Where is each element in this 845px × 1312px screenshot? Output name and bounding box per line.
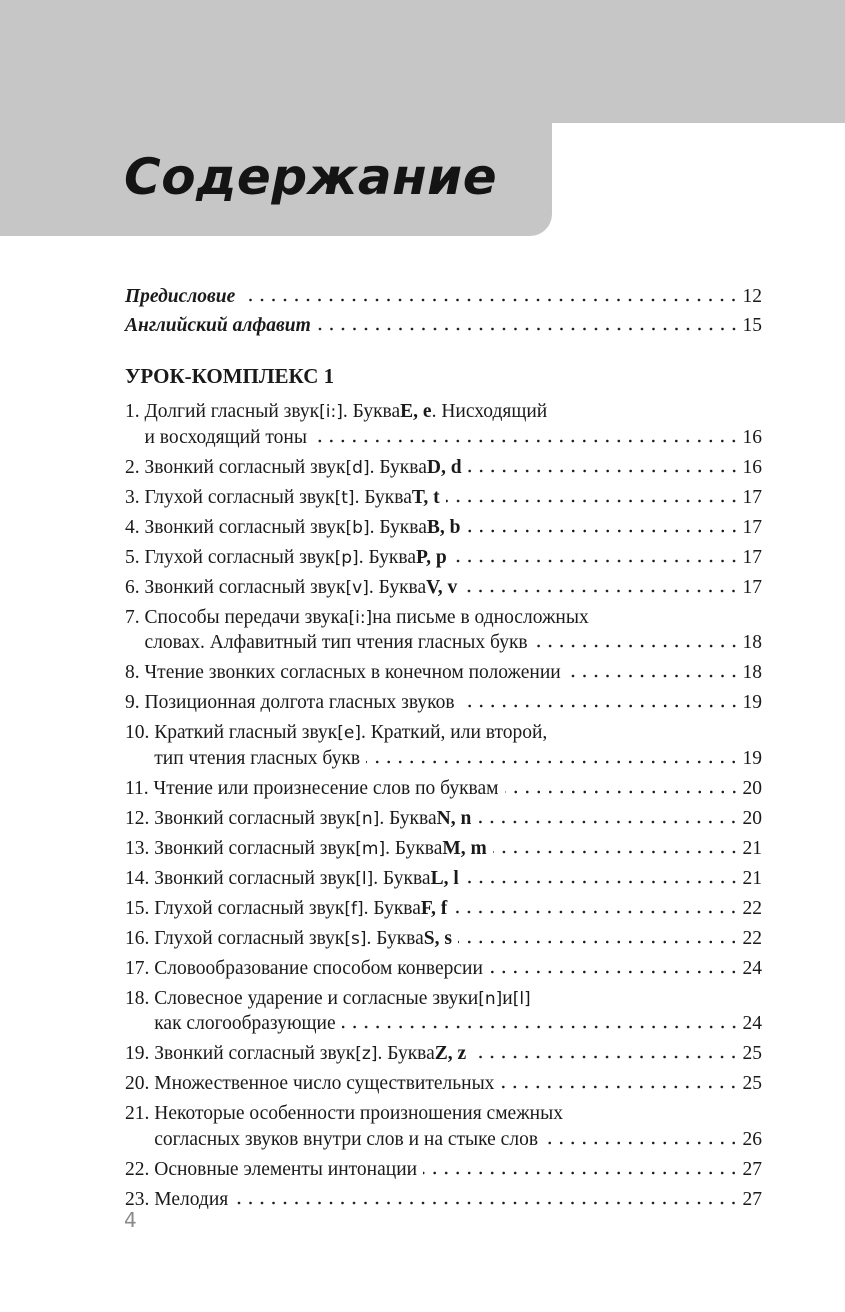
toc-entry-text: и xyxy=(502,987,513,1009)
toc-page-number: 19 xyxy=(742,747,762,769)
toc-page-number: 24 xyxy=(742,957,762,979)
toc-entry-number: 23. xyxy=(125,1188,155,1210)
toc-entry[interactable] xyxy=(125,722,762,773)
toc-entry-number: 5. xyxy=(125,546,145,568)
dot-leader xyxy=(567,674,740,678)
toc-entry-text: Основные элементы интонации xyxy=(154,1158,418,1180)
toc-entry-text: Чтение звонких согласных в конечном положении xyxy=(144,662,561,683)
toc-page-number: 24 xyxy=(742,1013,762,1034)
phoneme: [f] xyxy=(344,898,364,919)
dot-leader xyxy=(423,1171,739,1175)
toc-entry-text: . Буква xyxy=(373,867,431,889)
toc-entry-text: . Буква xyxy=(379,807,437,829)
toc-page-number: 27 xyxy=(742,1158,762,1180)
toc-entry-line xyxy=(145,607,763,633)
phoneme: [t] xyxy=(334,487,355,508)
toc-page-number: 16 xyxy=(742,456,762,478)
phoneme: [e] xyxy=(337,723,361,743)
toc-entry-text: Словообразование способом конверсии xyxy=(154,957,483,979)
toc-entry-body xyxy=(154,1189,762,1215)
toc-entry[interactable] xyxy=(125,988,762,1039)
toc-entry[interactable] xyxy=(125,1103,762,1154)
toc-entry-text: Словесное ударение и согласные звуки xyxy=(154,987,479,1009)
phoneme: [i:] xyxy=(348,607,373,628)
toc-entry-body xyxy=(154,958,762,984)
toc-entry[interactable] xyxy=(125,547,762,573)
toc-entry[interactable] xyxy=(125,517,762,543)
toc-entry-body xyxy=(145,577,763,603)
toc-entry-line xyxy=(154,868,762,894)
toc-entry-text: . Буква xyxy=(366,927,424,949)
toc-entry-text: Долгий гласный звук xyxy=(144,401,320,422)
letter-name: E, e xyxy=(400,401,432,422)
dot-leader xyxy=(465,880,740,884)
toc-entry-line xyxy=(145,517,763,543)
toc-entry-number: 10. xyxy=(125,722,155,743)
dot-leader xyxy=(458,940,740,944)
phoneme: [v] xyxy=(345,577,369,598)
toc-page-number: 25 xyxy=(742,1043,762,1064)
toc-entry[interactable] xyxy=(125,868,762,894)
toc-page-number: 12 xyxy=(742,286,762,307)
toc-entry-line xyxy=(145,487,763,513)
toc-entry-text: Глухой согласный звук xyxy=(144,546,335,568)
toc-entry-line xyxy=(145,427,763,453)
toc-entry-text: Звонкий согласный звук xyxy=(154,837,356,859)
letter-name: D, d xyxy=(426,456,462,478)
toc-entry-text: . Буква xyxy=(377,1043,435,1064)
letter-name: M, m xyxy=(442,837,487,859)
toc-page-number: 26 xyxy=(742,1128,762,1150)
toc-page-number: 15 xyxy=(742,315,762,336)
toc-entry[interactable] xyxy=(125,1189,762,1215)
dot-leader xyxy=(544,1141,739,1145)
dot-leader xyxy=(317,327,740,331)
dot-leader xyxy=(477,820,739,824)
toc-entry-label: Предисловие xyxy=(125,286,236,307)
toc-entry-text: на письме в односложных xyxy=(372,606,589,628)
table-of-contents xyxy=(125,286,762,1219)
toc-entry-text: как слогообразующие xyxy=(154,1013,336,1034)
toc-entry-body xyxy=(154,1043,762,1069)
dot-leader xyxy=(453,559,740,563)
toc-entry-number: 6. xyxy=(125,576,145,598)
header-band xyxy=(0,0,845,123)
dot-leader xyxy=(489,970,740,974)
toc-entry-body xyxy=(154,868,762,894)
toc-entry-body xyxy=(145,517,763,543)
toc-entry[interactable] xyxy=(125,315,762,344)
toc-entry-text: Звонкий согласный звук xyxy=(154,1043,356,1064)
toc-entry-body xyxy=(145,692,763,718)
toc-entry-number: 15. xyxy=(125,897,155,919)
toc-entry-body xyxy=(154,988,762,1039)
toc-entry-line xyxy=(154,898,762,924)
toc-entry-line xyxy=(154,808,762,834)
toc-entry[interactable] xyxy=(125,1073,762,1099)
toc-entry-body xyxy=(145,487,763,513)
toc-entry-line xyxy=(145,632,763,658)
dot-leader xyxy=(453,910,739,914)
toc-entry-body xyxy=(154,898,762,924)
phoneme: [b] xyxy=(345,517,370,538)
toc-entry-number: 3. xyxy=(125,486,145,508)
toc-entry-body xyxy=(154,1073,762,1099)
phoneme: [p] xyxy=(334,547,359,568)
toc-entry[interactable] xyxy=(125,577,762,603)
toc-entry-text: Звонкий согласный звук xyxy=(144,576,346,598)
toc-entry-body xyxy=(154,1159,762,1185)
toc-entry[interactable] xyxy=(125,286,762,315)
toc-entry-number: 4. xyxy=(125,516,145,538)
toc-page-number: 25 xyxy=(742,1073,762,1094)
dot-leader xyxy=(446,499,740,503)
dot-leader xyxy=(463,589,739,593)
phoneme: [z] xyxy=(355,1044,378,1064)
phoneme: [n] xyxy=(355,808,380,829)
dot-leader xyxy=(313,439,740,443)
toc-entry-line xyxy=(154,1129,762,1155)
toc-entry-line xyxy=(154,778,762,804)
letter-name: L, l xyxy=(430,867,459,889)
toc-entry-text: Глухой согласный звук xyxy=(154,927,345,949)
dot-leader xyxy=(493,850,740,854)
toc-page-number: 21 xyxy=(742,867,762,889)
dot-leader xyxy=(472,1055,739,1059)
toc-entry-body xyxy=(145,547,763,573)
toc-entry-text: . Буква xyxy=(368,576,427,598)
toc-entry-line xyxy=(145,692,763,718)
dot-leader xyxy=(467,529,740,533)
toc-entry-number: 21. xyxy=(125,1103,155,1124)
toc-entry-body xyxy=(145,607,763,658)
toc-entry-number: 9. xyxy=(125,692,145,713)
toc-entry-text: Некоторые особенности произношения смежных xyxy=(154,1103,563,1124)
toc-page-number: 16 xyxy=(742,426,762,448)
toc-page-number: 20 xyxy=(742,807,762,829)
toc-entry[interactable] xyxy=(125,607,762,658)
toc-entry-number: 17. xyxy=(125,957,155,979)
letter-name: P, p xyxy=(415,546,447,568)
toc-entry-line xyxy=(154,1159,762,1185)
toc-entry-line xyxy=(145,547,763,573)
toc-entry[interactable] xyxy=(125,958,762,984)
toc-entry-line xyxy=(154,1103,762,1129)
toc-entry-text: Звонкий согласный звук xyxy=(144,456,346,478)
phoneme: [n] xyxy=(478,988,503,1009)
toc-page-number: 20 xyxy=(742,777,762,799)
phoneme: [m] xyxy=(355,838,386,859)
letter-name: S, s xyxy=(423,927,452,949)
toc-entry-number: 12. xyxy=(125,807,155,829)
phoneme: [d] xyxy=(345,457,370,478)
toc-entry-text: . Буква xyxy=(385,837,443,859)
dot-leader xyxy=(534,644,740,648)
toc-entry-text: . Буква xyxy=(369,456,427,478)
toc-entry-number: 20. xyxy=(125,1073,155,1094)
toc-page-number: 22 xyxy=(742,927,762,949)
toc-entry-text: согласных звуков внутри слов и на стыке слов xyxy=(154,1128,539,1150)
dot-leader xyxy=(500,1085,739,1089)
toc-entry-body xyxy=(154,722,762,773)
toc-entry[interactable] xyxy=(125,808,762,834)
toc-entry-text: Звонкий согласный звук xyxy=(154,867,356,889)
toc-entry-number: 13. xyxy=(125,837,155,859)
toc-entry[interactable] xyxy=(125,838,762,864)
toc-entry-text: Способы передачи звука xyxy=(144,606,349,628)
toc-entry-body xyxy=(145,662,763,688)
toc-page-number: 27 xyxy=(742,1188,762,1210)
toc-entry[interactable] xyxy=(125,928,762,954)
toc-entry-text: тип чтения гласных букв xyxy=(154,747,361,769)
toc-page-number: 17 xyxy=(742,546,762,568)
dot-leader xyxy=(241,298,739,302)
letter-name: F, f xyxy=(420,897,448,919)
toc-page-number: 21 xyxy=(742,837,762,859)
letter-name: V, v xyxy=(426,576,458,598)
toc-page-number: 17 xyxy=(742,486,762,508)
toc-entry-line xyxy=(154,1043,762,1069)
toc-entry[interactable] xyxy=(125,1043,762,1069)
toc-page-number: 17 xyxy=(742,516,762,538)
letter-name: B, b xyxy=(426,516,461,538)
letter-name: Z, z xyxy=(434,1043,467,1064)
toc-entry[interactable] xyxy=(125,898,762,924)
section-heading: УРОК-КОМПЛЕКС 1 xyxy=(125,364,335,388)
toc-entry-line xyxy=(145,401,763,427)
toc-entry-line xyxy=(154,1189,762,1215)
toc-entry-text: Краткий гласный звук xyxy=(154,722,338,743)
toc-entry-number: 11. xyxy=(125,777,154,799)
toc-entry-text: и восходящий тоны xyxy=(144,426,307,448)
toc-entry[interactable] xyxy=(125,692,762,718)
toc-entry-label: Английский алфавит xyxy=(125,315,311,336)
toc-entry-text: . Буква xyxy=(363,897,421,919)
toc-entry-number: 8. xyxy=(125,662,145,683)
toc-entry-body xyxy=(154,928,762,954)
toc-entry-line xyxy=(145,457,763,483)
letter-name: N, n xyxy=(436,807,472,829)
toc-entry-body xyxy=(154,838,762,864)
toc-entry-line xyxy=(154,1073,762,1099)
toc-entry-number: 2. xyxy=(125,456,145,478)
toc-entry-number: 19. xyxy=(125,1043,155,1064)
toc-entry-text: словах. Алфавитный тип чтения гласных букв xyxy=(144,632,528,653)
phoneme: [s] xyxy=(344,928,367,949)
dot-leader xyxy=(366,760,739,764)
letter-name: T, t xyxy=(411,486,440,508)
toc-entry-text: Звонкий согласный звук xyxy=(154,807,356,829)
toc-entry-number: 1. xyxy=(125,401,145,422)
toc-entry[interactable] xyxy=(125,457,762,483)
toc-entry-line xyxy=(154,838,762,864)
toc-entry[interactable] xyxy=(125,401,762,452)
toc-page-number: 17 xyxy=(742,576,762,598)
toc-entry[interactable] xyxy=(125,1159,762,1185)
front-matter xyxy=(125,286,762,344)
toc-page-number: 18 xyxy=(742,662,762,683)
toc-entry-text: Позиционная долгота гласных звуков xyxy=(144,692,455,713)
toc-page-number: 22 xyxy=(742,897,762,919)
toc-entry-text: . Буква xyxy=(342,401,401,422)
toc-entry-line xyxy=(154,928,762,954)
toc-entry-text: Чтение или произнесение слов по буквам xyxy=(153,777,499,799)
toc-entries xyxy=(125,401,762,1214)
toc-entry-text: Глухой согласный звук xyxy=(154,897,345,919)
toc-entry-line xyxy=(154,722,762,748)
toc-entry-text: . Буква xyxy=(354,486,412,508)
page-title: Содержание xyxy=(124,148,498,206)
toc-entry-body xyxy=(154,1103,762,1154)
toc-entry-line xyxy=(154,748,762,774)
toc-entry-body xyxy=(145,457,763,483)
dot-leader xyxy=(342,1025,740,1029)
toc-entry-line xyxy=(154,1013,762,1039)
toc-entry-line xyxy=(145,662,763,688)
toc-entry-body xyxy=(154,778,762,804)
dot-leader xyxy=(461,704,740,708)
toc-entry-text: . Нисходящий xyxy=(431,401,548,422)
toc-entry-line xyxy=(154,958,762,984)
dot-leader xyxy=(234,1201,739,1205)
toc-entry-number: 16. xyxy=(125,927,155,949)
phoneme: [l] xyxy=(355,868,374,889)
toc-entry-text: Мелодия xyxy=(154,1188,229,1210)
toc-entry-number: 7. xyxy=(125,606,145,628)
toc-entry-text: . Краткий, или второй, xyxy=(361,722,548,743)
toc-entry[interactable] xyxy=(125,778,762,804)
toc-entry-body xyxy=(145,401,763,452)
toc-entry-number: 14. xyxy=(125,867,155,889)
toc-entry-text: Множественное число существительных xyxy=(154,1073,495,1094)
toc-entry-text: . Буква xyxy=(358,546,416,568)
toc-entry-number: 22. xyxy=(125,1158,155,1180)
toc-entry-line xyxy=(154,988,762,1014)
toc-page-number: 18 xyxy=(742,632,762,653)
toc-entry-text: . Буква xyxy=(369,516,427,538)
toc-entry-number: 18. xyxy=(125,987,155,1009)
phoneme: [i:] xyxy=(319,402,343,422)
toc-entry-line xyxy=(145,577,763,603)
page-number: 4 xyxy=(124,1208,137,1232)
dot-leader xyxy=(468,469,740,473)
toc-entry-text: Глухой согласный звук xyxy=(144,486,335,508)
toc-page-number: 19 xyxy=(742,692,762,713)
toc-entry-body xyxy=(154,808,762,834)
dot-leader xyxy=(505,790,740,794)
toc-entry[interactable] xyxy=(125,662,762,688)
toc-entry[interactable] xyxy=(125,487,762,513)
phoneme: [l] xyxy=(512,988,531,1009)
toc-entry-text: Звонкий согласный звук xyxy=(144,516,346,538)
